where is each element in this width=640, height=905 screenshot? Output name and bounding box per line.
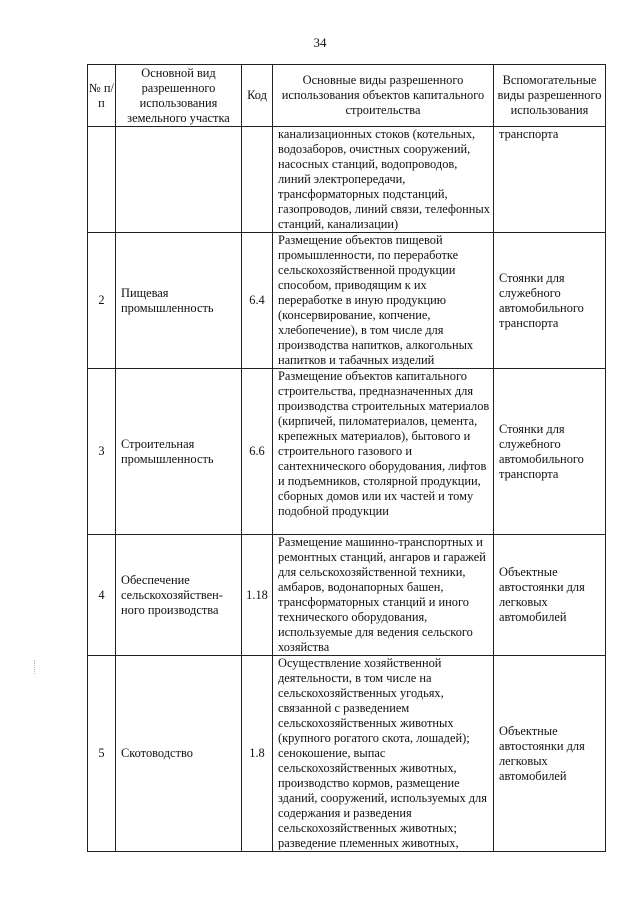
scan-mark [34, 660, 36, 674]
land-use-table [87, 64, 606, 852]
row-main-use: Строительная промышленность [116, 369, 242, 535]
header-code: Код [242, 65, 273, 127]
table-row [88, 127, 606, 233]
header-auxiliary-use: Вспомогательные виды разрешенного использования [494, 65, 606, 127]
table-header-row [88, 65, 606, 127]
row-code: 1.18 [242, 535, 273, 656]
row-num: 5 [88, 656, 116, 852]
row-description: Размещение машинно-транспортных и ремонтных станций, ангаров и гаражей для сельскохозяйственной техники, амбаров, водонапорных башен, трансформаторных станций и иного технического оборудования, используемые для ведения сельского хозяйства [273, 535, 494, 656]
row-description: Размещение объектов пищевой промышленности, по переработке сельскохозяйственной продукции способом, приводящим к их переработке в иную продукцию (консервирование, копчение, хлебопечение), в том числе для производства напитков, алкогольных напитков и табачных изделий [273, 233, 494, 369]
row-description: Осуществление хозяйственной деятельности, в том числе на сельскохозяйственных угодьях, связанной с разведением сельскохозяйственных животных (крупного рогатого скота, лошадей); сенокошение, выпас сельскохозяйственных животных, производство кормов, размещение зданий, сооружений, используемых для содержания и разведения сельскохозяйственных животных; разведение племенных животных, [273, 656, 494, 852]
row-num: 4 [88, 535, 116, 656]
row-main-use [116, 127, 242, 233]
row-description: Размещение объектов капитального строительства, предназначенных для производства строительных материалов (кирпичей, пиломатериалов, цемента, крепежных материалов), бытового и строительного газового и сантехнического оборудования, лифтов и подъемников, столярной продукции, сборных домов или их частей и тому подобной продукции [273, 369, 494, 535]
row-auxiliary: Объектные автостоянки для легковых автомобилей [494, 535, 606, 656]
row-auxiliary: Объектные автостоянки для легковых автомобилей [494, 656, 606, 852]
table-row [88, 535, 606, 656]
row-main-use: Пищевая промышленность [116, 233, 242, 369]
row-auxiliary: транспорта [494, 127, 606, 233]
row-description: канализационных стоков (котельных, водозаборов, очистных сооружений, насосных станций, водопроводов, линий электропередачи, трансформаторных подстанций, газопроводов, линий связи, телефонных станций, канализации) [273, 127, 494, 233]
page-number: 34 [313, 35, 327, 50]
row-main-use: Обеспечение сельскохозяйствен-ного производства [116, 535, 242, 656]
row-code [242, 127, 273, 233]
row-main-use: Скотоводство [116, 656, 242, 852]
row-code: 6.6 [242, 369, 273, 535]
row-code: 1.8 [242, 656, 273, 852]
row-auxiliary: Стоянки для служебного автомобильного транспорта [494, 233, 606, 369]
row-num: 3 [88, 369, 116, 535]
header-num: № п/п [88, 65, 116, 127]
table-row [88, 656, 606, 852]
row-num [88, 127, 116, 233]
row-auxiliary: Стоянки для служебного автомобильного транспорта [494, 369, 606, 535]
table-row [88, 233, 606, 369]
row-num: 2 [88, 233, 116, 369]
table-row [88, 369, 606, 535]
row-code: 6.4 [242, 233, 273, 369]
header-capital-construction: Основные виды разрешенного использования объектов капитального строительства [273, 65, 494, 127]
header-main-use: Основной вид разрешенного использования земельного участка [116, 65, 242, 127]
